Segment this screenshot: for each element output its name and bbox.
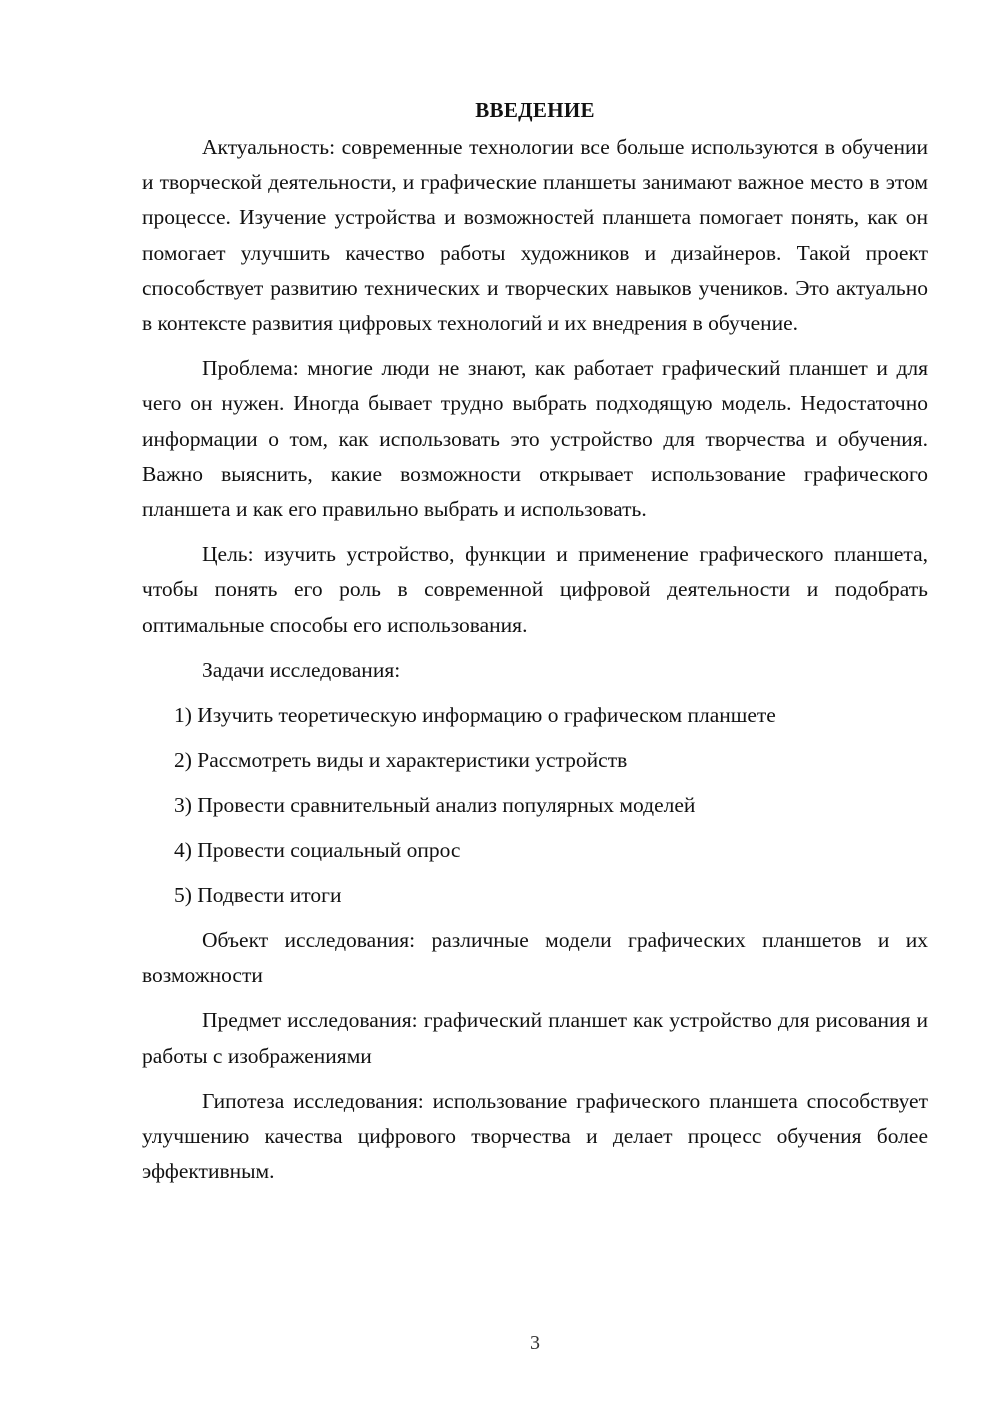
document-page [142,90,928,1199]
page-number: 3 [530,1332,540,1354]
subject-paragraph: Предмет исследования: графический планшет как устройство для рисования и работы с изображениями [142,1008,928,1068]
list-item: 2) Рассмотреть виды и характеристики устройств [174,748,628,773]
list-item: 1) Изучить теоретическую информацию о графическом планшете [174,703,776,728]
hypothesis-paragraph: Гипотеза исследования: использование графического планшета способствует улучшению качества цифрового творчества и делает процесс обучения более эффективным. [142,1088,928,1184]
list-item: 5) Подвести итоги [174,883,342,908]
list-item: 4) Провести социальный опрос [174,838,461,863]
object-paragraph: Объект исследования: различные модели графических планшетов и их возможности [142,928,928,988]
problem-paragraph: Проблема: многие люди не знают, как работает графический планшет и для чего он нужен. Иногда бывает трудно выбрать подходящую модель. Недостаточно информации о том, как использовать это устройство для творчества и обучения. Важно выяснить, какие возможности открывает использование графического планшета и как его правильно выбрать и использовать. [142,356,928,522]
list-item: 3) Провести сравнительный анализ популярных моделей [174,793,696,818]
tasks-title: Задачи исследования: [202,657,401,682]
tasks-list [142,698,928,913]
relevance-paragraph: Актуальность: современные технологии все больше используются в обучении и творческой деятельности, и графические планшеты занимают важное место в этом процессе. Изучение устройства и возможностей планшета помогает понять, как он помогает улучшить качество работы художников и дизайнеров. Такой проект способствует развитию технических и творческих навыков учеников. Это актуально в контексте развития цифровых технологий и их внедрения в обучение. [142,135,928,336]
goal-paragraph: Цель: изучить устройство, функции и применение графического планшета, чтобы понять его роль в современной цифровой деятельности и подобрать оптимальные способы его использования. [142,542,928,637]
section-heading: ВВЕДЕНИЕ [475,98,595,122]
